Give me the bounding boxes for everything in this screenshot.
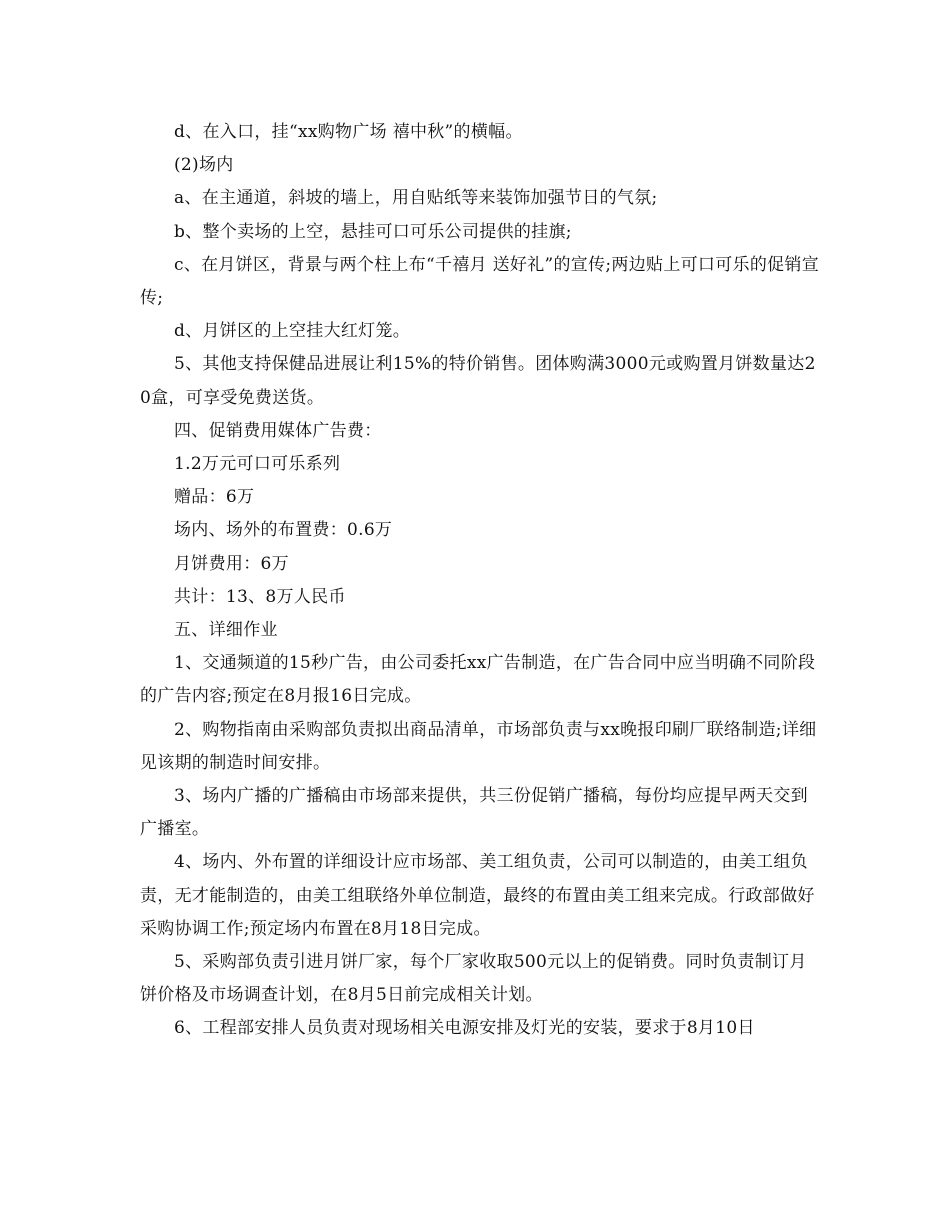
- paragraph-cost-gifts: 赠品：6万: [174, 487, 255, 508]
- document-body: [140, 116, 820, 1046]
- paragraph-task-engineering: 6、工程部安排人员负责对现场相关电源安排及灯光的安装，要求于8月10日: [174, 1018, 755, 1039]
- paragraph-section-five-heading: 五、详细作业: [174, 620, 278, 641]
- paragraph-task-radio-ad: 1、交通频道的15秒广告，由公司委托xx广告制造，在广告合同中应当明确不同阶段的广告内容;预定在8月报16日完成。: [140, 653, 816, 707]
- paragraph-section-four-heading: 四、促销费用媒体广告费：: [174, 420, 382, 441]
- paragraph-lanterns: d、月饼区的上空挂大红灯笼。: [174, 321, 411, 342]
- paragraph-task-layout-design: 4、场内、外布置的详细设计应市场部、美工组负责，公司可以制造的，由美工组负责，无才能制造的，由美工组联络外单位制造，最终的布置由美工组来完成。行政部做好采购协调工作;预定场内布置在8月18日完成。: [140, 852, 815, 939]
- paragraph-cost-decoration: 场内、场外的布置费：0.6万: [174, 520, 393, 541]
- paragraph-cost-mooncakes: 月饼费用：6万: [174, 553, 289, 574]
- paragraph-cost-total: 共计：13、8万人民币: [174, 586, 346, 607]
- paragraph-main-aisle: a、在主通道，斜坡的墙上，用自贴纸等来装饰加强节日的气氛;: [174, 188, 658, 209]
- paragraph-ceiling-flags: b、整个卖场的上空，悬挂可口可乐公司提供的挂旗;: [174, 221, 572, 242]
- paragraph-cost-cola: 1.2万元可口可乐系列: [174, 454, 341, 475]
- paragraph-task-broadcast: 3、场内广播的广播稿由市场部来提供，共三份促销广播稿，每份均应提早两天交到广播室。: [140, 786, 808, 840]
- paragraph-indoor-heading: (2)场内: [174, 155, 234, 176]
- paragraph-other-support: 5、其他支持保健品进展让利15%的特价销售。团体购满3000元或购置月饼数量达20盒，可享受免费送货。: [140, 354, 816, 408]
- paragraph-entrance-banner: d、在入口，挂“xx购物广场 禧中秋”的横幅。: [174, 122, 523, 142]
- paragraph-task-shopping-guide: 2、购物指南由采购部负责拟出商品清单，市场部负责与xx晚报印刷厂联络制造;详细见该期的制造时间安排。: [140, 719, 817, 773]
- paragraph-mooncake-area-promo: c、在月饼区，背景与两个柱上布“千禧月 送好礼”的宣传;两边贴上可口可乐的促销宣传;: [140, 254, 820, 309]
- paragraph-task-purchasing: 5、采购部负责引进月饼厂家，每个厂家收取500元以上的促销费。同时负责制订月饼价格及市场调查计划，在8月5日前完成相关计划。: [140, 952, 807, 1006]
